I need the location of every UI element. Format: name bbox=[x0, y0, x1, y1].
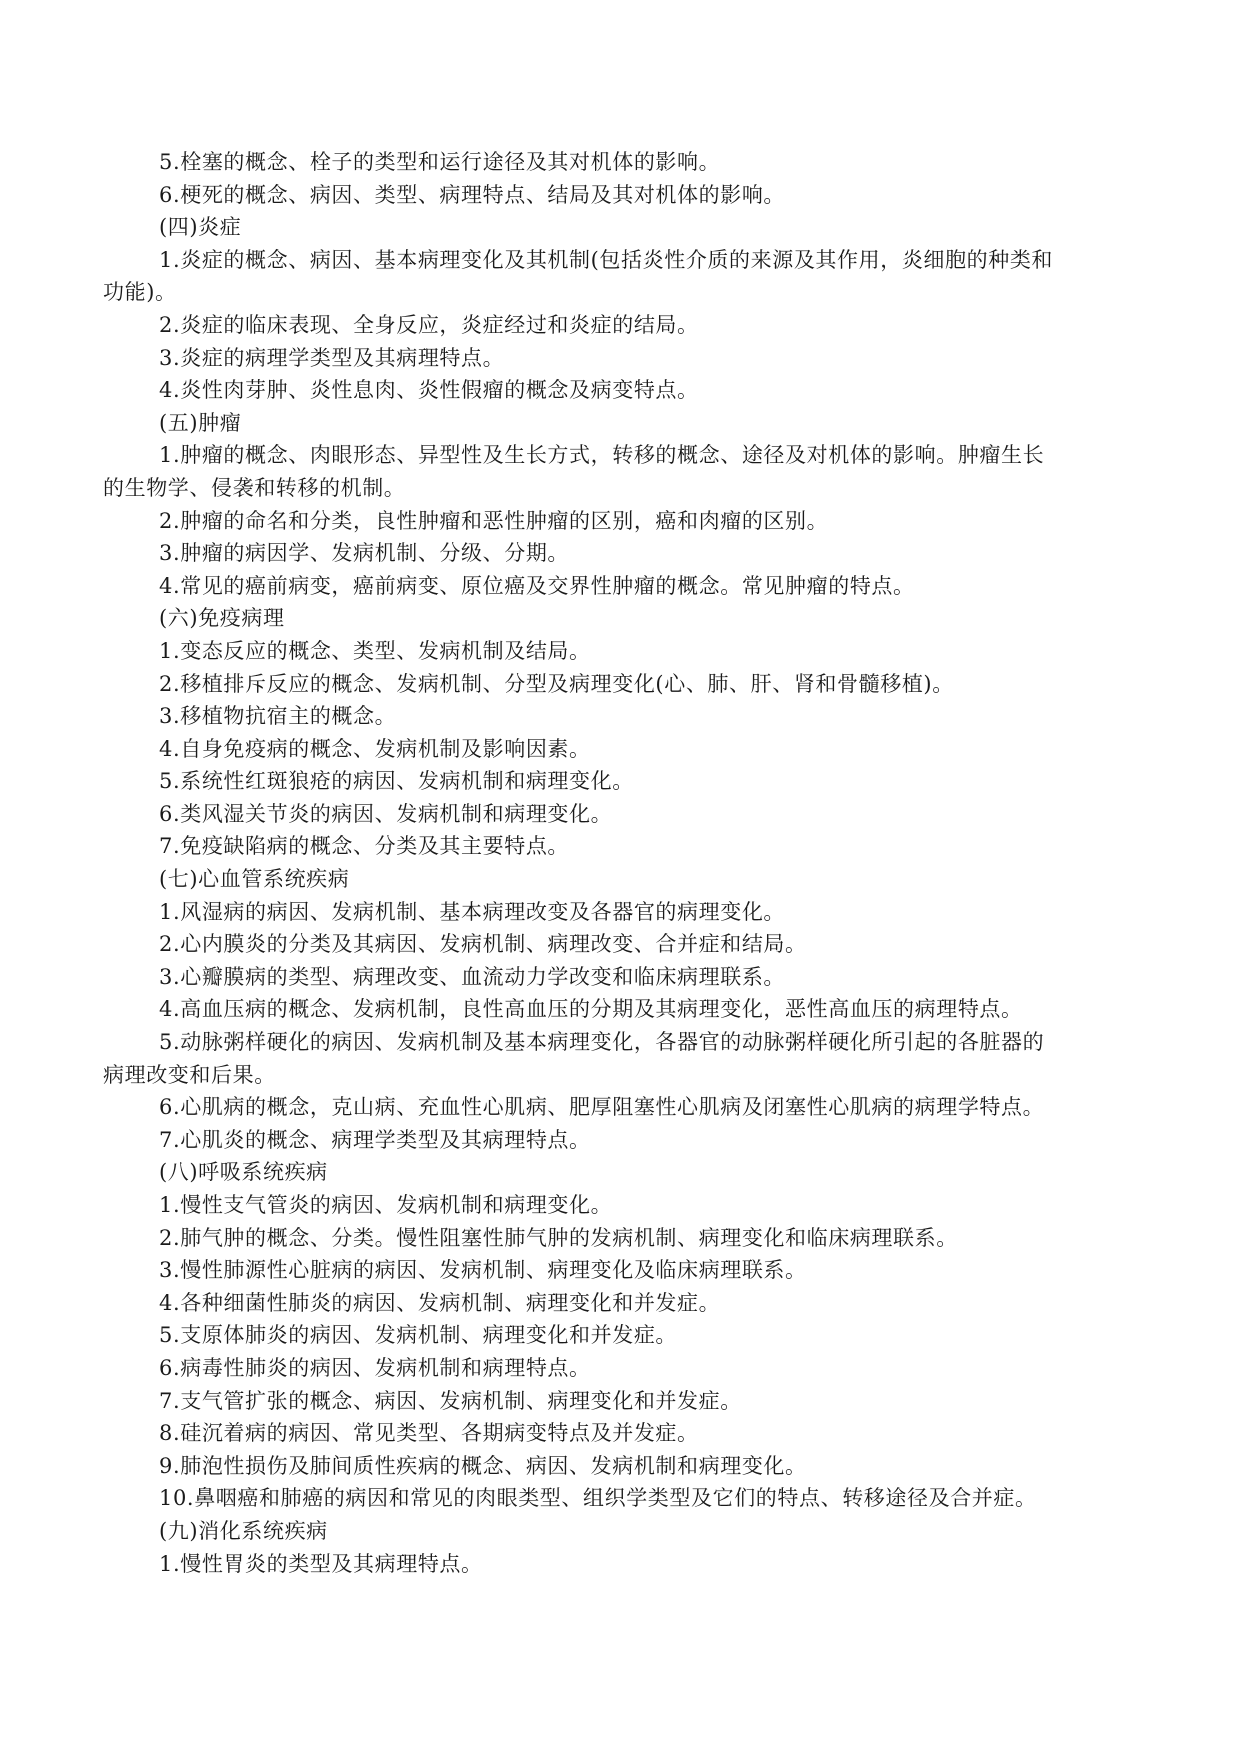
text-line: 1.慢性支气管炎的病因、发病机制和病理变化。 bbox=[159, 1193, 613, 1217]
document-body bbox=[103, 146, 1135, 1580]
text-line: 4.自身免疫病的概念、发病机制及影响因素。 bbox=[159, 736, 591, 761]
text-line: 病理改变和后果。 bbox=[103, 1062, 276, 1087]
text-line: 6.梗死的概念、病因、类型、病理特点、结局及其对机体的影响。 bbox=[159, 182, 786, 207]
text-line: 5.动脉粥样硬化的病因、发病机制及基本病理变化，各器官的动脉粥样硬化所引起的各脏器的 bbox=[159, 1030, 1045, 1055]
text-line: 3.移植物抗宿主的概念。 bbox=[159, 704, 397, 729]
text-line: 3.心瓣膜病的类型、病理改变、血流动力学改变和临床病理联系。 bbox=[159, 964, 786, 989]
text-line: 8.硅沉着病的病因、常见类型、各期病变特点及并发症。 bbox=[159, 1421, 699, 1446]
text-line: 1.风湿病的病因、发病机制、基本病理改变及各器官的病理变化。 bbox=[159, 899, 786, 924]
text-line: 7.支气管扩张的概念、病因、发病机制、病理变化和并发症。 bbox=[159, 1388, 742, 1413]
text-line: (九)消化系统疾病 bbox=[159, 1518, 328, 1543]
text-line: 的生物学、侵袭和转移的机制。 bbox=[103, 475, 406, 500]
text-line: 4.常见的癌前病变，癌前病变、原位癌及交界性肿瘤的概念。常见肿瘤的特点。 bbox=[159, 573, 915, 598]
text-line: 1.变态反应的概念、类型、发病机制及结局。 bbox=[159, 638, 591, 663]
text-line: 9.肺泡性损伤及肺间质性疾病的概念、病因、发病机制和病理变化。 bbox=[159, 1453, 807, 1478]
text-line: 5.栓塞的概念、栓子的类型和运行途径及其对机体的影响。 bbox=[159, 150, 721, 174]
text-line: (七)心血管系统疾病 bbox=[159, 867, 350, 892]
text-line: 2.肿瘤的命名和分类，良性肿瘤和恶性肿瘤的区别，癌和肉瘤的区别。 bbox=[159, 508, 829, 533]
text-line: 2.心内膜炎的分类及其病因、发病机制、病理改变、合并症和结局。 bbox=[159, 932, 807, 957]
text-line: 功能)。 bbox=[103, 280, 177, 305]
text-line: 3.炎症的病理学类型及其病理特点。 bbox=[159, 345, 505, 370]
text-line: 6.病毒性肺炎的病因、发病机制和病理特点。 bbox=[159, 1355, 591, 1380]
text-line: 5.系统性红斑狼疮的病因、发病机制和病理变化。 bbox=[159, 769, 634, 794]
text-line: 7.心肌炎的概念、病理学类型及其病理特点。 bbox=[159, 1127, 591, 1152]
text-line: 3.肿瘤的病因学、发病机制、分级、分期。 bbox=[159, 541, 570, 566]
text-line: 2.肺气肿的概念、分类。慢性阻塞性肺气肿的发病机制、病理变化和临床病理联系。 bbox=[159, 1225, 958, 1250]
text-line: 4.各种细菌性肺炎的病因、发病机制、病理变化和并发症。 bbox=[159, 1290, 721, 1315]
text-line: 7.免疫缺陷病的概念、分类及其主要特点。 bbox=[159, 834, 570, 859]
text-line: 6.类风湿关节炎的病因、发病机制和病理变化。 bbox=[159, 801, 613, 826]
text-line: 2.移植排斥反应的概念、发病机制、分型及病理变化(心、肺、肝、肾和骨髓移植)。 bbox=[159, 671, 954, 696]
text-line: 2.炎症的临床表现、全身反应，炎症经过和炎症的结局。 bbox=[159, 312, 699, 337]
text-line: 3.慢性肺源性心脏病的病因、发病机制、病理变化及临床病理联系。 bbox=[159, 1258, 807, 1283]
text-line: 10.鼻咽癌和肺癌的病因和常见的肉眼类型、组织学类型及它们的特点、转移途径及合并症。 bbox=[159, 1486, 1037, 1511]
text-line: 1.慢性胃炎的类型及其病理特点。 bbox=[159, 1551, 483, 1576]
text-line: 1.炎症的概念、病因、基本病理变化及其机制(包括炎性介质的来源及其作用，炎细胞的种类和 bbox=[159, 247, 1054, 272]
text-line: (五)肿瘤 bbox=[159, 410, 242, 435]
text-line: 1.肿瘤的概念、肉眼形态、异型性及生长方式，转移的概念、途径及对机体的影响。肿瘤生长 bbox=[159, 443, 1045, 468]
text-line: (四)炎症 bbox=[159, 215, 242, 240]
text-line: 6.心肌病的概念，克山病、充血性心肌病、肥厚阻塞性心肌病及闭塞性心肌病的病理学特点。 bbox=[159, 1095, 1045, 1120]
text-line: 4.高血压病的概念、发病机制，良性高血压的分期及其病理变化，恶性高血压的病理特点。 bbox=[159, 997, 1023, 1022]
text-line: (六)免疫病理 bbox=[159, 606, 285, 631]
text-line: 4.炎性肉芽肿、炎性息肉、炎性假瘤的概念及病变特点。 bbox=[159, 378, 699, 403]
text-line: 5.支原体肺炎的病因、发病机制、病理变化和并发症。 bbox=[159, 1323, 678, 1348]
text-line: (八)呼吸系统疾病 bbox=[159, 1160, 328, 1185]
